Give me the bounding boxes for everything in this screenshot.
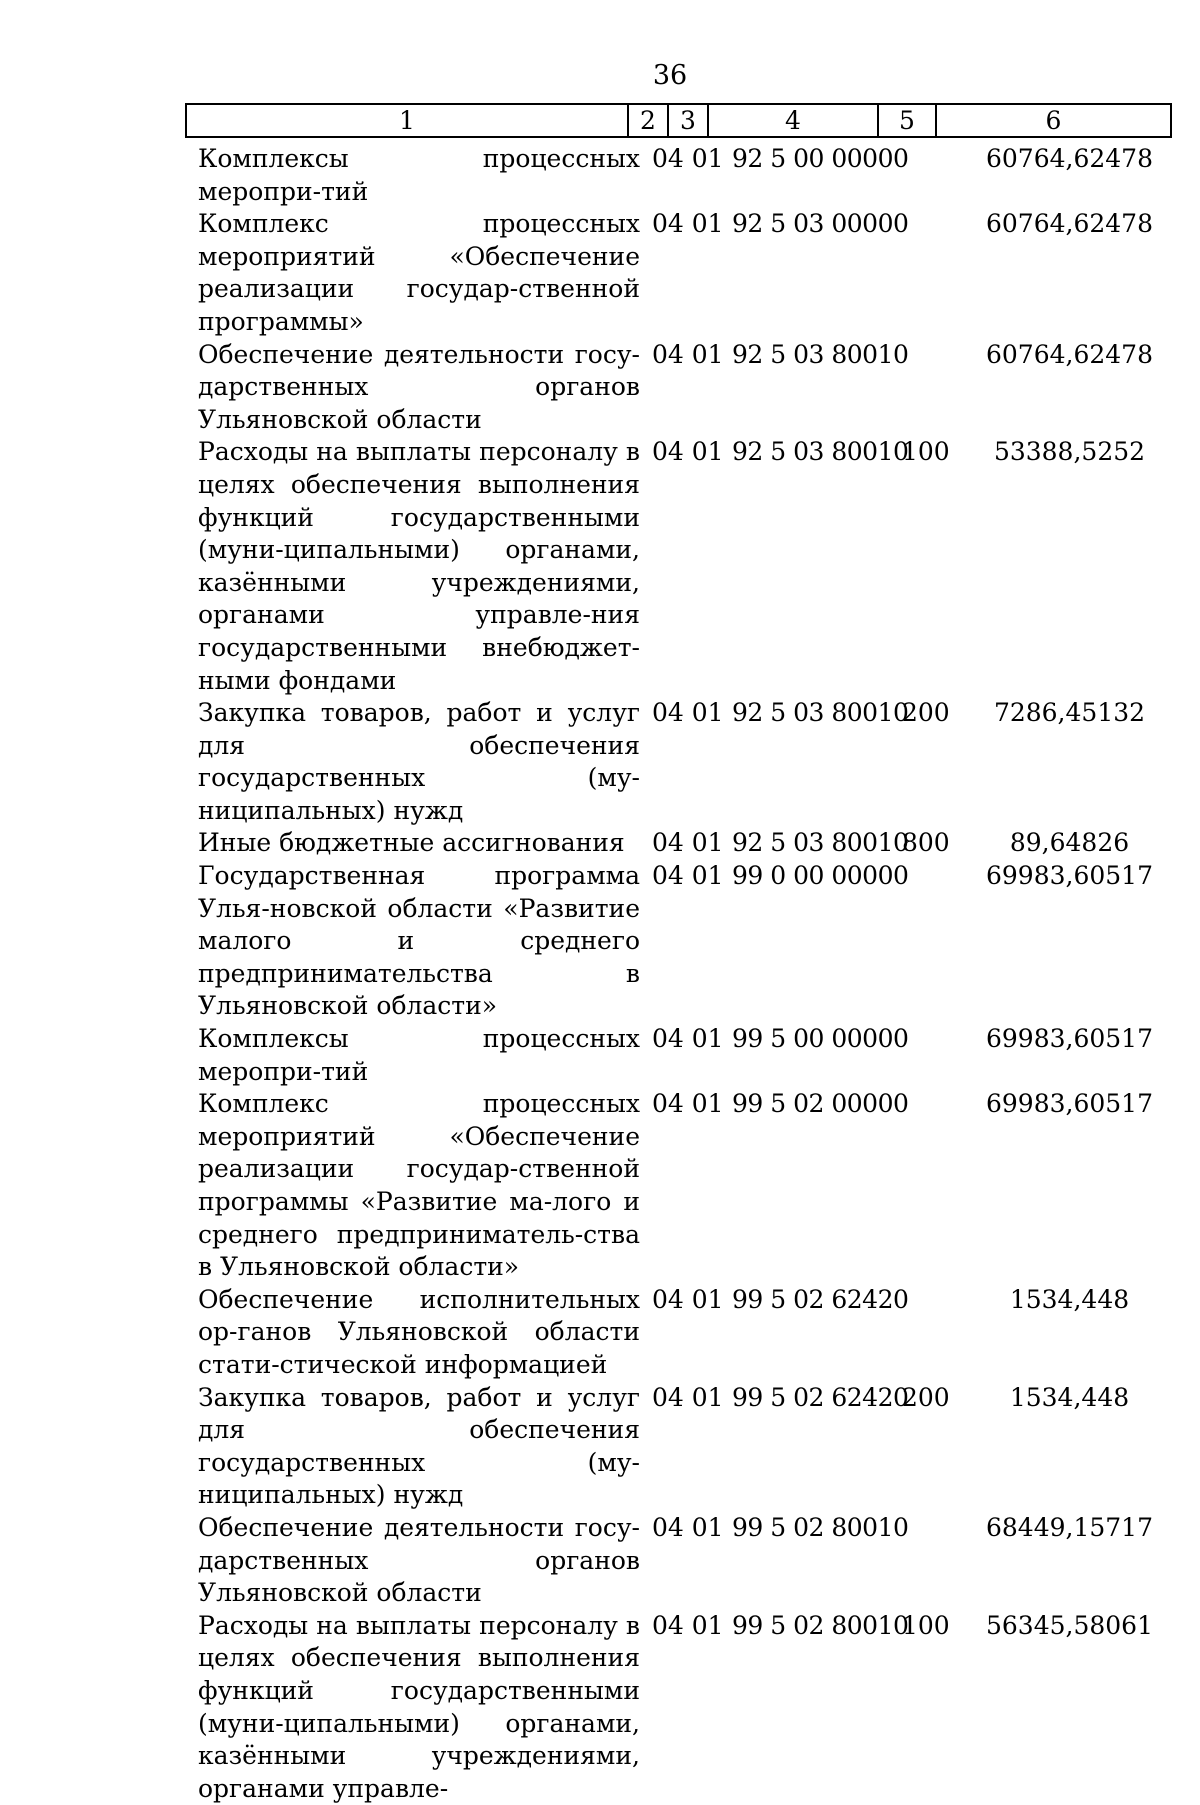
row-pr: 01	[691, 1024, 724, 1054]
row-sum: 60764,62478	[985, 209, 1153, 239]
row-csr: 99 5 02 62420	[732, 1284, 909, 1314]
row-csr: 92 5 03 80010	[732, 437, 909, 467]
row-rz: 04	[652, 1089, 684, 1119]
row-sum: 68449,15717	[985, 1512, 1153, 1542]
table-row	[198, 1512, 1183, 1610]
row-sum: 69983,60517	[985, 1089, 1153, 1119]
row-name: Комплекс процессных мероприятий «Обеспечение реализации государ-ственной программы «Развитие ма-лого и среднего предприниматель-ства в Ульяновской области»	[198, 1089, 640, 1282]
table-row	[198, 1382, 1183, 1512]
table-row	[198, 436, 1183, 697]
table-row	[198, 1023, 1183, 1088]
row-rz: 04	[652, 209, 684, 239]
budget-table-body	[198, 143, 1183, 1805]
row-sum: 60764,62478	[985, 339, 1153, 369]
row-pr: 01	[691, 1284, 724, 1314]
table-row	[198, 827, 1183, 860]
row-pr: 01	[691, 1512, 724, 1542]
row-pr: 01	[691, 698, 724, 728]
row-csr: 92 5 03 00000	[732, 209, 909, 239]
row-vr: 100	[902, 437, 950, 467]
header-col-4: 4	[708, 104, 878, 137]
row-vr: 100	[902, 1610, 950, 1640]
row-sum: 7286,45132	[993, 698, 1146, 728]
row-rz: 04	[652, 861, 684, 891]
row-name: Комплексы процессных меропри-тий	[198, 144, 640, 206]
row-sum: 60764,62478	[985, 144, 1153, 173]
table-row	[198, 1088, 1183, 1284]
row-pr: 01	[691, 144, 724, 173]
table-row	[198, 1284, 1183, 1382]
page-number: 36	[652, 60, 688, 91]
row-csr: 92 5 03 80010	[732, 828, 909, 858]
table-row	[198, 143, 1183, 208]
row-name: Иные бюджетные ассигнования	[198, 828, 625, 858]
row-name: Обеспечение деятельности госу-дарственных органов Ульяновской области	[198, 1512, 640, 1608]
row-pr: 01	[691, 1382, 724, 1412]
row-name: Расходы на выплаты персоналу в целях обеспечения выполнения функций государственными (муни-ципальными) органами, казёнными учреждениями, органами управле-ния государственными внебюджет-ными фондами	[198, 437, 640, 695]
row-sum: 1534,448	[1009, 1284, 1130, 1314]
header-col-3: 3	[668, 104, 708, 137]
row-pr: 01	[691, 339, 724, 369]
header-col-5: 5	[878, 104, 936, 137]
row-rz: 04	[652, 1382, 684, 1412]
row-csr: 92 5 00 00000	[732, 144, 909, 173]
row-sum: 53388,5252	[993, 437, 1146, 467]
row-name: Государственная программа Улья-новской области «Развитие малого и среднего предпринимательства в Ульяновской области»	[198, 861, 640, 1021]
row-csr: 92 5 03 80010	[732, 698, 909, 728]
row-rz: 04	[652, 144, 684, 173]
table-row	[198, 339, 1183, 437]
row-vr: 200	[902, 698, 950, 728]
table-row	[198, 697, 1183, 827]
row-csr: 92 5 03 80010	[732, 339, 909, 369]
row-csr: 99 5 02 00000	[732, 1089, 909, 1119]
table-header	[185, 103, 1172, 138]
table-row	[198, 1610, 1183, 1805]
row-name: Закупка товаров, работ и услуг для обеспечения государственных (му-ниципальных) нужд	[198, 1382, 640, 1510]
row-pr: 01	[691, 209, 724, 239]
table-row	[198, 860, 1183, 1023]
row-csr: 99 5 02 80010	[732, 1610, 909, 1640]
row-csr: 99 0 00 00000	[732, 861, 909, 891]
row-rz: 04	[652, 828, 684, 858]
row-pr: 01	[691, 828, 724, 858]
row-name: Закупка товаров, работ и услуг для обеспечения государственных (му-ниципальных) нужд	[198, 698, 640, 825]
header-col-1: 1	[186, 104, 628, 137]
row-sum: 69983,60517	[985, 1024, 1153, 1054]
header-col-2: 2	[628, 104, 668, 137]
row-csr: 99 5 02 62420	[732, 1382, 909, 1412]
row-vr: 800	[902, 828, 950, 858]
row-rz: 04	[652, 698, 684, 728]
row-rz: 04	[652, 437, 684, 467]
row-rz: 04	[652, 1512, 684, 1542]
row-csr: 99 5 02 80010	[732, 1512, 909, 1542]
row-name: Комплекс процессных мероприятий «Обеспечение реализации государ-ственной программы»	[198, 209, 640, 336]
row-sum: 89,64826	[1009, 828, 1130, 858]
row-name: Обеспечение деятельности госу-дарственных органов Ульяновской области	[198, 339, 640, 434]
row-name: Расходы на выплаты персоналу в целях обеспечения выполнения функций государственными (муни-ципальными) органами, казёнными учреждениями, органами управле-	[198, 1610, 640, 1803]
row-name: Обеспечение исполнительных ор-ганов Ульяновской области стати-стической информацией	[198, 1284, 640, 1379]
row-pr: 01	[691, 1089, 724, 1119]
row-sum: 1534,448	[1009, 1382, 1130, 1412]
row-sum: 56345,58061	[985, 1610, 1153, 1640]
row-pr: 01	[691, 1610, 724, 1640]
table-row	[198, 208, 1183, 338]
row-vr: 200	[902, 1382, 950, 1412]
row-rz: 04	[652, 1610, 684, 1640]
row-rz: 04	[652, 1284, 684, 1314]
row-pr: 01	[691, 861, 724, 891]
header-col-6: 6	[936, 104, 1171, 137]
row-rz: 04	[652, 1024, 684, 1054]
row-rz: 04	[652, 339, 684, 369]
row-csr: 99 5 00 00000	[732, 1024, 909, 1054]
row-sum: 69983,60517	[985, 861, 1153, 891]
row-name: Комплексы процессных меропри-тий	[198, 1024, 640, 1086]
row-pr: 01	[691, 437, 724, 467]
